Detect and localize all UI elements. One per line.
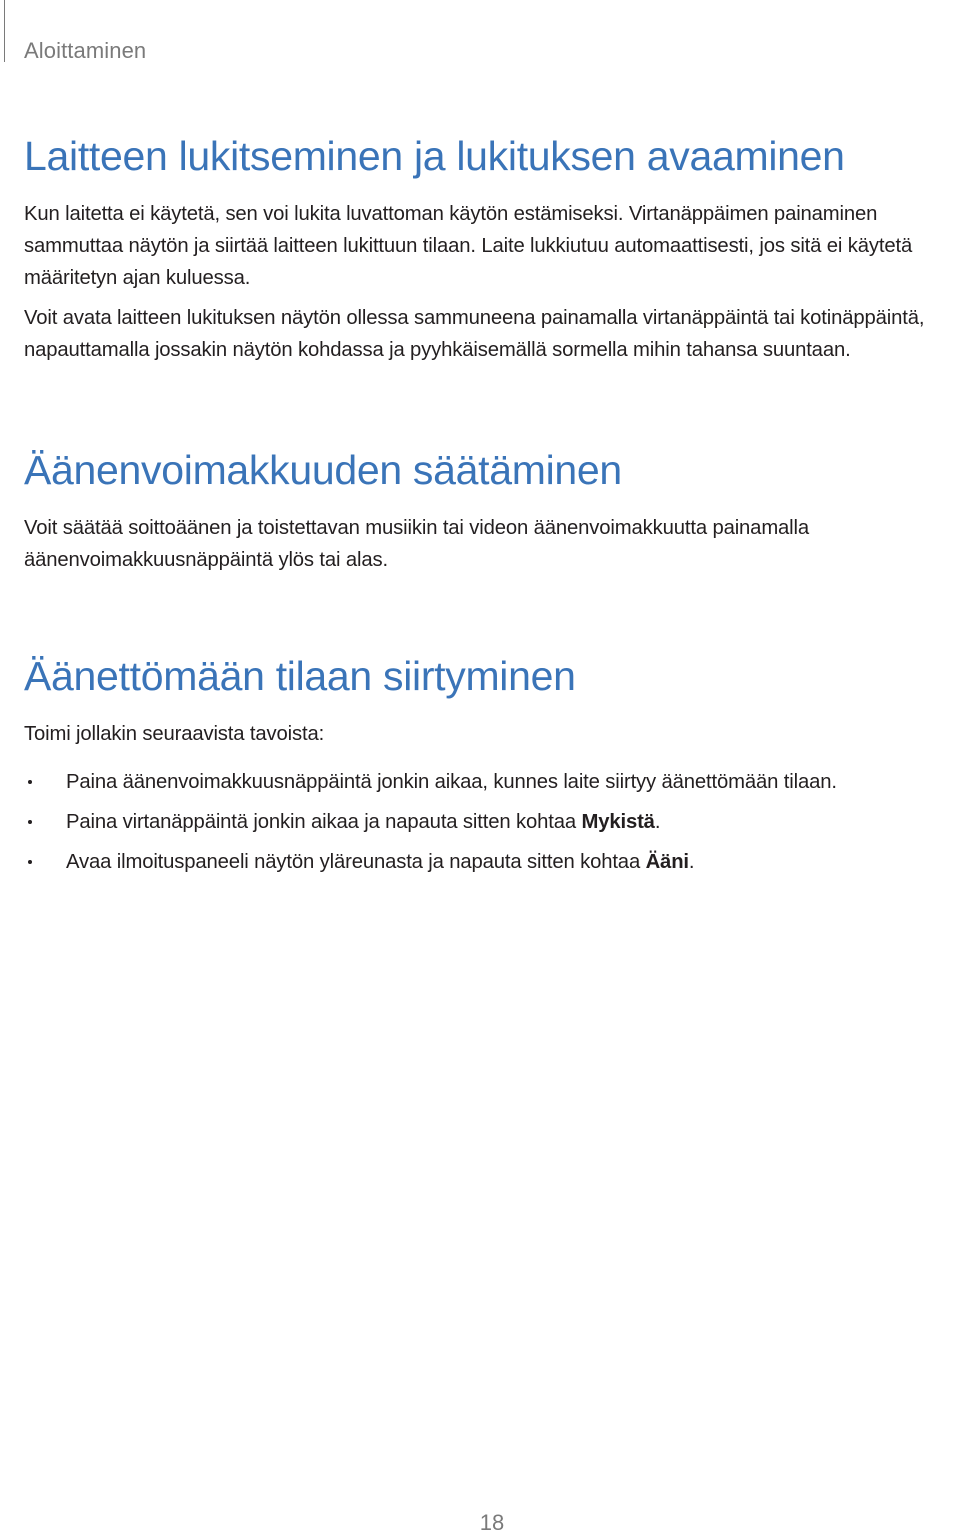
list-item-bold-term: Mykistä bbox=[581, 811, 655, 833]
page-number: 18 bbox=[479, 1510, 505, 1535]
paragraph-lock-2: Voit avata laitteen lukituksen näytön ollessa sammuneena painamalla virtanäppäintä tai kotinäppäintä, napauttamalla jossakin näytön kohdassa ja pyyhkäisemällä sormella mihin tahansa suuntaan. bbox=[24, 307, 925, 361]
bullet-list bbox=[24, 766, 954, 878]
section-title-lock: Laitteen lukitseminen ja lukituksen avaaminen bbox=[24, 133, 845, 179]
list-item-bold-term: Ääni bbox=[645, 851, 689, 873]
page-content bbox=[24, 128, 954, 886]
bullet-icon bbox=[28, 780, 32, 784]
section-title-silent: Äänettömään tilaan siirtyminen bbox=[24, 653, 576, 699]
list-item-punctuation: . bbox=[654, 811, 661, 833]
paragraph-lock-1: Kun laitetta ei käytetä, sen voi lukita luvattoman käytön estämiseksi. Virtanäppäimen painaminen sammuttaa näytön ja siirtää laitteen lukittuun tilaan. Laite lukkiutuu automaattisesti, jos sitä ei käytetä määritetyn ajan kuluessa. bbox=[24, 203, 913, 289]
list-item bbox=[24, 806, 954, 838]
list-item bbox=[24, 846, 954, 878]
section-lock bbox=[24, 128, 954, 366]
list-item-text: Paina virtanäppäintä jonkin aikaa ja napauta sitten kohtaa bbox=[66, 811, 582, 833]
list-item bbox=[24, 766, 954, 798]
running-head: Aloittaminen bbox=[24, 38, 147, 63]
list-item-text: Avaa ilmoituspaneeli näytön yläreunasta ja napauta sitten kohtaa bbox=[66, 851, 646, 873]
section-silent bbox=[24, 648, 954, 878]
section-volume bbox=[24, 442, 954, 576]
paragraph-silent-intro: Toimi jollakin seuraavista tavoista: bbox=[24, 723, 325, 745]
bullet-icon bbox=[28, 820, 32, 824]
section-title-volume: Äänenvoimakkuuden säätäminen bbox=[24, 447, 622, 493]
paragraph-volume: Voit säätää soittoäänen ja toistettavan musiikin tai videon äänenvoimakkuutta painamalla äänenvoimakkuusnäppäintä ylös tai alas. bbox=[24, 517, 810, 571]
bullet-icon bbox=[28, 860, 32, 864]
list-item-text: Paina äänenvoimakkuusnäppäintä jonkin aikaa, kunnes laite siirtyy äänettömään tilaan. bbox=[66, 771, 837, 793]
page-margin-rule bbox=[4, 0, 5, 62]
list-item-punctuation: . bbox=[688, 851, 695, 873]
